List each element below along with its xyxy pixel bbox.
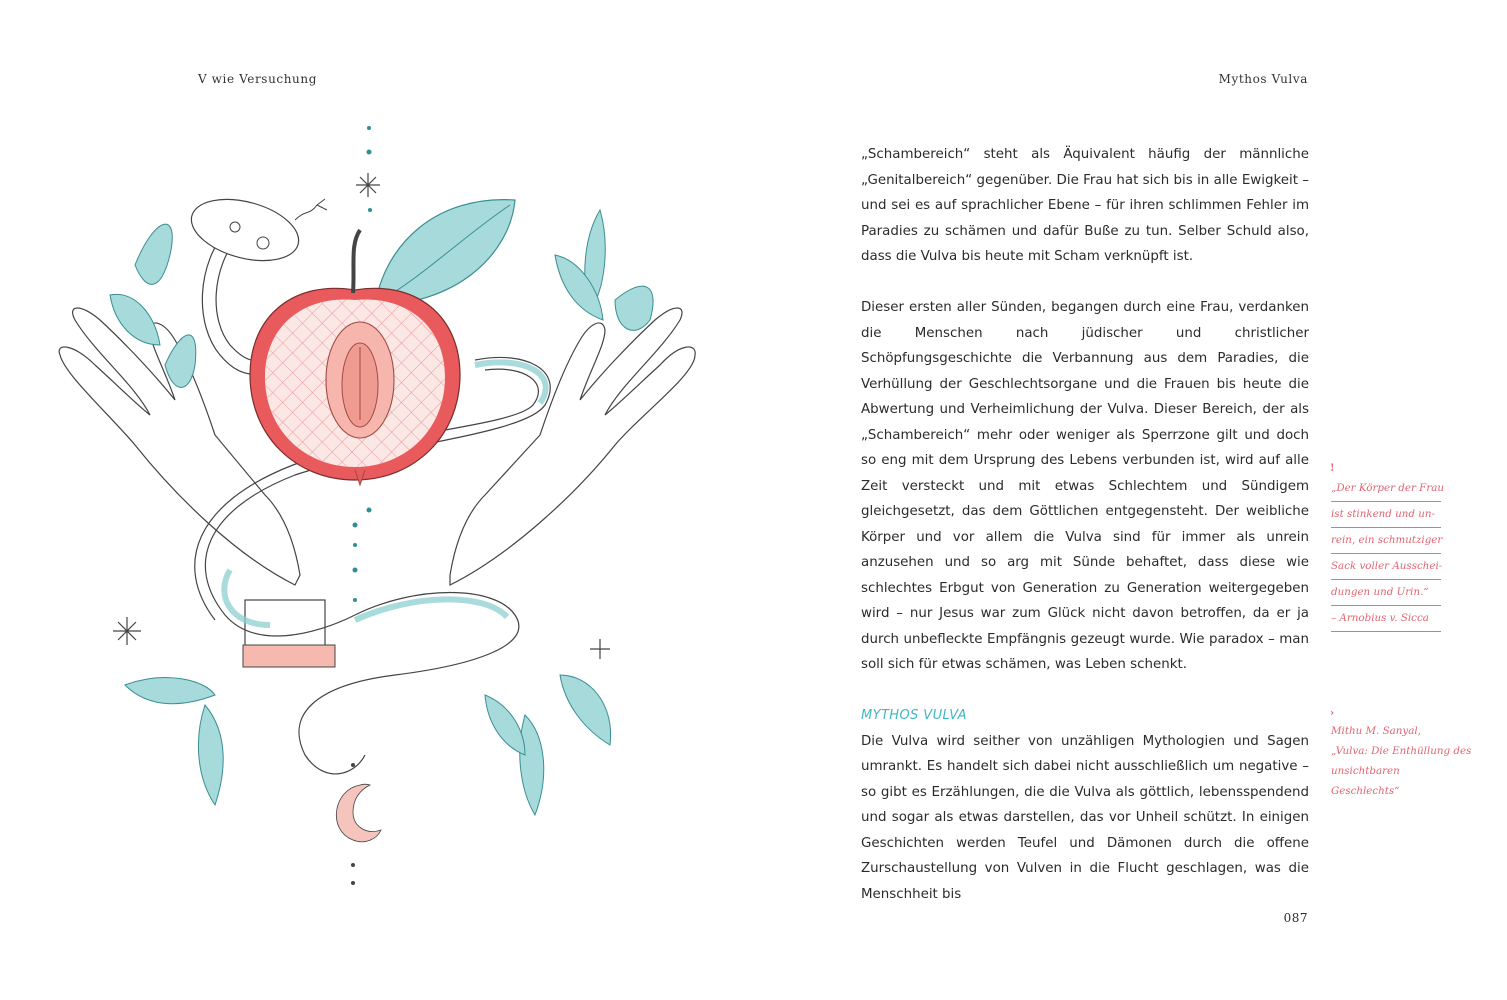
body-text [861, 142, 1309, 907]
snake-head [185, 189, 306, 272]
quote-line: „Der Körper der Frau [1331, 476, 1441, 502]
quote-sidenote [1330, 460, 1445, 632]
running-head-right: Mythos Vulva [1218, 72, 1308, 86]
source-line: unsichtbaren [1331, 765, 1400, 777]
apple-leaf [375, 200, 515, 305]
page-number: 087 [1283, 911, 1308, 925]
paragraph-3: Die Vulva wird seither von unzähligen Mythologien und Sagen umrankt. Es handelt sich dabei nicht ausschließlich um negative – so gibt es Erzählungen, die die Vulva als göttlich, lebensspendend und sogar als etwas darstellen, das vor Unheil schützt. In einigen Geschichten werden Teufel und Dämonen durch die offene Zurschaustellung von Vulven in die Flucht geschlagen, was die Menschheit bis [861, 733, 1309, 902]
source-line: Geschlechts“ [1331, 785, 1400, 797]
source-line: „Vulva: Die Enthüllung des [1331, 745, 1472, 757]
apple-snake-illustration [55, 115, 710, 905]
quote-line: Sack voller Ausschei- [1331, 554, 1441, 580]
exclamation-icon: ! [1330, 462, 1335, 474]
paragraph-1: „Schambereich“ steht als Äquivalent häufig der männliche „Genitalbereich“ gegenüber. Die Frau hat sich bis in alle Ewigkeit – und sei es auf sprachlicher Ebene – für ihren schlimmen Fehler im Paradies zu schämen und dafür Buße zu tun. Selber Schuld also, dass die Vulva bis heute mit Scham verknüpft ist. [861, 147, 1309, 264]
moon-icon [336, 784, 381, 842]
source-sidenote [1331, 705, 1481, 801]
paragraph-2: Dieser ersten aller Sünden, begangen durch eine Frau, verdanken die Menschen nach jüdischer und christlicher Schöpfungsgeschichte die Verbannung aus dem Paradies, die Verhüllung der Geschlechtsorgane und die Frauen bis heute die Abwertung und Verheimlichung der Vulva. Dieser Bereich, der als „Schambereich“ mehr oder weniger als Sperrzone gilt und doch so eng mit dem Ursprung des Lebens verbunden ist, wird auf alle Zeit versteckt und mit etwas Schlechtem und Sündigem gleichgesetzt, das dem Göttlichen entgegensteht. Der weibliche Körper und vor allem die Vulva sind für immer als unrein anzusehen und so arg mit Sünde behaftet, dass diese wie schlechtes Erbgut von Generation zu Generation weitergegeben wird – nur Jesus war zum Glück nicht davon betroffen, da er ja durch unbefleckte Empfängnis gezeugt wurde. Wie paradox – man soll sich für etwas schämen, was Leben schenkt. [861, 300, 1309, 672]
right-hand [450, 308, 695, 585]
section-heading: MYTHOS VULVA [861, 708, 967, 723]
chevron-right-icon: › [1330, 707, 1335, 719]
quote-line: rein, ein schmutziger [1331, 528, 1441, 554]
running-head-left: V wie Versuchung [198, 72, 317, 86]
quote-attribution: – Arnobius v. Sicca [1331, 606, 1441, 632]
quote-line: dungen und Urin.“ [1331, 580, 1441, 606]
source-line: Mithu M. Sanyal, [1331, 725, 1421, 737]
quote-line: ist stinkend und un- [1331, 502, 1441, 528]
